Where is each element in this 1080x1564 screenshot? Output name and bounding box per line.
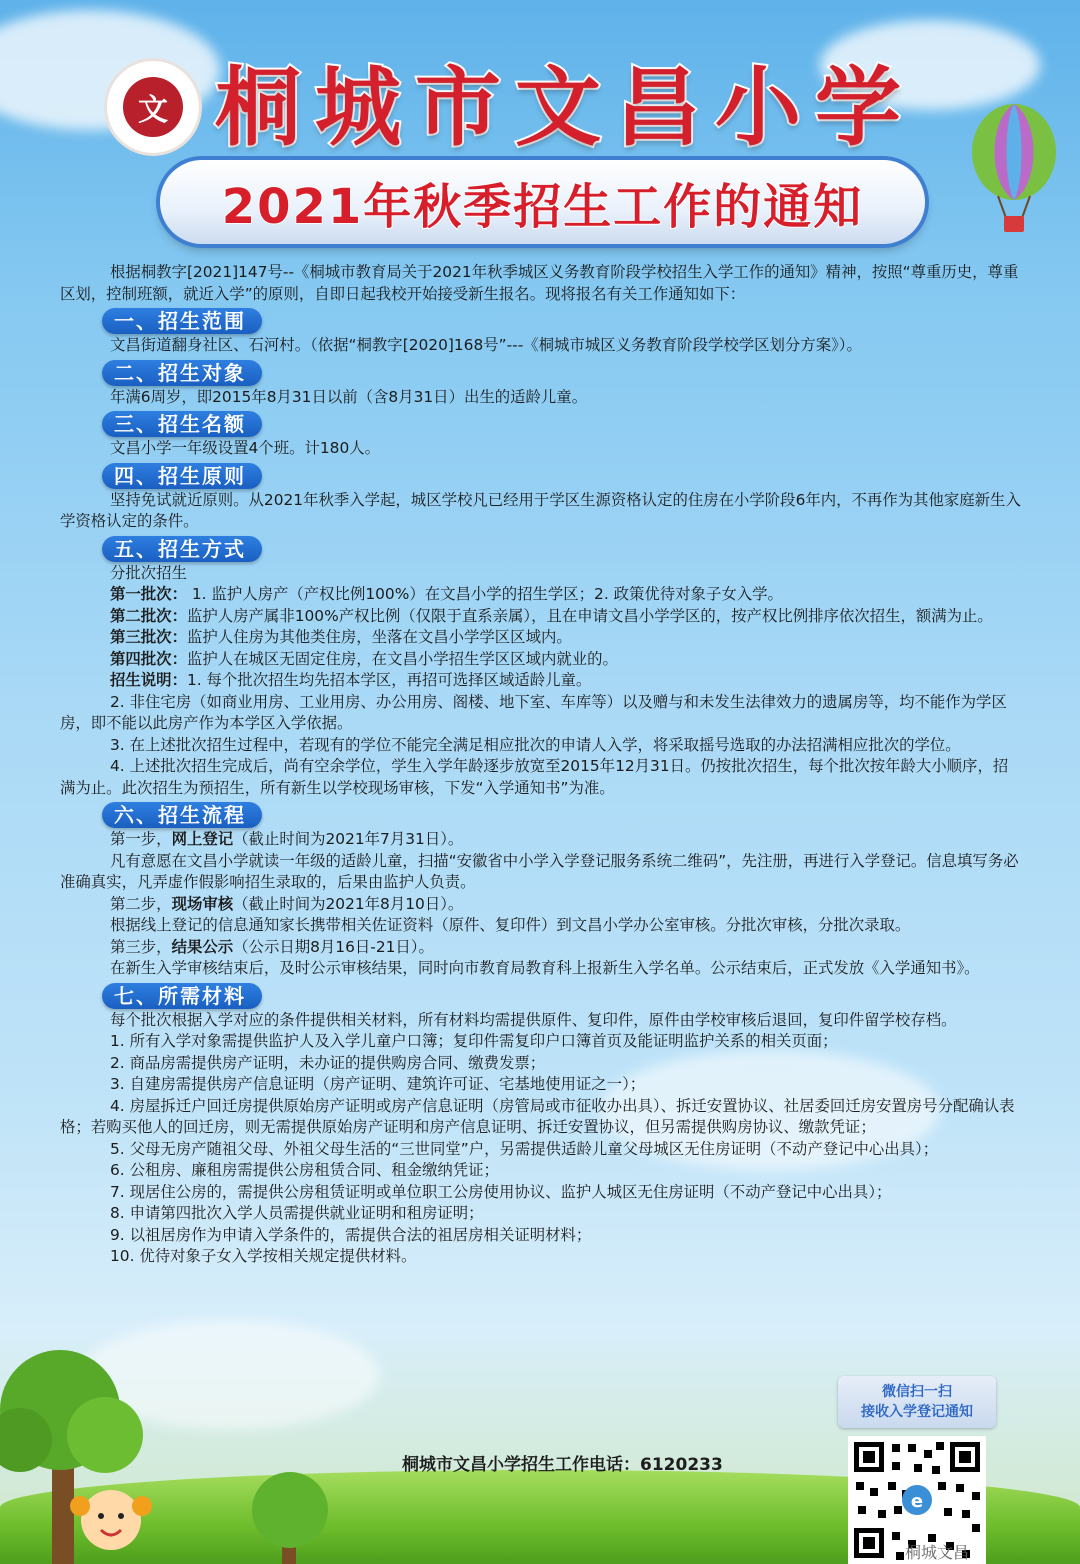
- notice-title-banner: [160, 160, 925, 244]
- step-1-text: 凡有意愿在文昌小学就读一年级的适龄儿童，扫描“安徽省中小学入学登记服务系统二维码”，先注册，再进行入学登记。信息填写务必准确真实，凡弄虚作假影响招生录取的，后果由监护人负责。: [60, 851, 1019, 891]
- note-4: 4. 上述批次招生完成后，尚有空余学位，学生入学年龄逐步放宽至2015年12月31日。仍按批次招生，每个批次按年龄大小顺序，招满为止。此次招生为预招生，所有新生以学校现场审核，下发“入学通知书”为准。: [60, 757, 1009, 797]
- step-1-bold: 网上登记: [171, 830, 234, 848]
- step-2-pre: 第二步，: [110, 894, 172, 913]
- note-1: [60, 670, 1022, 692]
- material-item: 3. 自建房需提供房产信息证明（房产证明、建筑许可证、宅基地使用证之一）；: [110, 1075, 646, 1093]
- principle-text: 坚持免试就近原则。从2021年秋季入学起，城区学校凡已经用于学区生源资格认定的住房在小学阶段6年内，不再作为其他家庭新生入学资格认定的条件。: [60, 490, 1021, 530]
- school-name-title: 桐城市文昌小学: [215, 57, 915, 158]
- section-heading-process: 六、招生流程: [102, 802, 262, 828]
- section-heading-quota: 三、招生名额: [102, 411, 262, 437]
- batch-1-text: 1. 监护人房产（产权比例100%）在文昌小学的招生学区；2. 政策优待对象子女入学。: [186, 585, 783, 603]
- material-item: 2. 商品房需提供房产证明，未办证的提供购房合同、缴费发票；: [110, 1053, 546, 1072]
- notice-body: [60, 262, 1022, 1268]
- note-1-text: 1. 每个批次招生均先招本学区，再招可选择区域适龄儿童。: [186, 671, 592, 689]
- material-item: 7. 现居住公房的，需提供公房租赁证明或单位职工公房使用协议、监护人城区无住房证明（不动产登记中心出具）；: [110, 1182, 892, 1201]
- batch-2-label: 第二批次：: [110, 606, 187, 625]
- batch-4-label: 第四批次：: [110, 649, 187, 668]
- material-item: 10. 优待对象子女入学按相关规定提供材料。: [110, 1247, 417, 1265]
- school-logo: [104, 58, 202, 156]
- svg-text:e: e: [910, 1491, 924, 1512]
- batch-3-label: 第三批次：: [110, 628, 187, 646]
- step-1-heading: [60, 829, 1022, 851]
- quota-text: 文昌小学一年级设置4个班。计180人。: [110, 439, 381, 457]
- material-item: 5. 父母无房产随祖父母、外祖父母生活的“三世同堂”户，另需提供适龄儿童父母城区无住房证明（不动产登记中心出具）；: [110, 1139, 939, 1158]
- note-label: 招生说明：: [110, 671, 187, 689]
- note-3: 3. 在上述批次招生过程中，若现有的学位不能完全满足相应批次的申请人入学，将采取摇号选取的办法招满相应批次的学位。: [110, 735, 961, 754]
- batch-4: [60, 649, 1022, 671]
- method-lead: 分批次招生: [110, 563, 187, 582]
- batch-1-label: 第一批次：: [110, 585, 187, 603]
- step-3-bold: 结果公示: [171, 937, 234, 956]
- step-3-text: 在新生入学审核结束后，及时公示审核结果，同时向市教育局教育科上报新生入学名单。公示结束后，正式发放《入学通知书》。: [110, 959, 980, 977]
- scope-text: 文昌街道翻身社区、石河村。（依据“桐教字[2020]168号”---《桐城市城区义务教育阶段学校学区划分方案》）。: [110, 336, 862, 354]
- step-2-heading: [60, 894, 1022, 916]
- wechat-scan-hint: [838, 1376, 996, 1428]
- batch-4-text: 监护人在城区无固定住房，在文昌小学招生学区区域内就业的。: [186, 649, 618, 668]
- hot-air-balloon-icon: [968, 100, 1060, 240]
- note-2: 2. 非住宅房（如商业用房、工业用房、办公用房、阁楼、地下室、车库等）以及赠与和未发生法律效力的遗属房等，均不能作为学区房，即不能以此房产作为本学区入学依据。: [60, 692, 1007, 732]
- material-item: 6. 公租房、廉租房需提供公房租赁合同、租金缴纳凭证；: [110, 1161, 499, 1179]
- step-2-bold: 现场审核: [171, 894, 234, 913]
- step-2-post: （截止时间为2021年8月10日）。: [233, 894, 464, 913]
- material-item: 1. 所有入学对象需提供监护人及入学儿童户口簿；复印件需复印户口簿首页及能证明监护关系的相关页面；: [110, 1032, 838, 1050]
- notice-title: 2021年秋季招生工作的通知: [221, 178, 864, 235]
- scan-hint-line-2: 接收入学登记通知: [861, 1404, 973, 1420]
- section-heading-method: 五、招生方式: [102, 536, 262, 562]
- material-item: 8. 申请第四批次入学人员需提供就业证明和租房证明；: [110, 1204, 484, 1222]
- admission-phone: 桐城市文昌小学招生工作电话：6120233: [402, 1455, 723, 1475]
- section-heading-scope: 一、招生范围: [102, 308, 262, 334]
- intro-paragraph: 根据桐教字[2021]147号--《桐城市教育局关于2021年秋季城区义务教育阶段学校招生入学工作的通知》精神，按照“尊重历史，尊重区划，控制班额，就近入学”的原则，自即日起我校开始接受新生报名。现将报名有关工作通知如下：: [60, 263, 1019, 303]
- batch-3: [60, 627, 1022, 649]
- material-item: 9. 以祖居房作为申请入学条件的，需提供合法的祖居房相关证明材料；: [110, 1225, 592, 1244]
- batch-1: [60, 584, 1022, 606]
- scan-hint-line-1: 微信扫一扫: [882, 1384, 952, 1400]
- materials-lead: 每个批次根据入学对应的条件提供相关材料，所有材料均需提供原件、复印件，原件由学校审核后退回，复印件留学校存档。: [110, 1010, 957, 1029]
- watermark-text: 桐城文昌: [905, 1543, 970, 1562]
- batch-3-text: 监护人住房为其他类住房，坐落在文昌小学学区区域内。: [186, 628, 572, 646]
- target-text: 年满6周岁，即2015年8月31日以前（含8月31日）出生的适龄儿童。: [110, 387, 588, 406]
- logo-char: 文: [138, 93, 168, 128]
- batch-2: [60, 606, 1022, 628]
- material-item: 4. 房屋拆迁户回迁房提供原始房产证明或房产信息证明（房管局或市征收办出具）、拆迁安置协议、社居委回迁房安置房号分配确认表格；若购买他人的回迁房，则无需提供原始房产证明和房产信息证明、拆迁安置协议，但另需提供购房协议、缴款凭证；: [60, 1096, 1015, 1136]
- step-3-post: （公示日期8月16日-21日）。: [233, 937, 434, 956]
- section-heading-principle: 四、招生原则: [102, 463, 262, 489]
- tree-icon: [230, 1470, 350, 1564]
- step-3-pre: 第三步，: [110, 937, 172, 956]
- section-heading-materials: 七、所需材料: [102, 983, 262, 1009]
- batch-2-text: 监护人房产属非100%产权比例（仅限于直系亲属），且在申请文昌小学学区的，按产权比例排序依次招生，额满为止。: [186, 606, 993, 625]
- section-heading-target: 二、招生对象: [102, 360, 262, 386]
- step-3-heading: [60, 937, 1022, 959]
- step-2-text: 根据线上登记的信息通知家长携带相关佐证资料（原件、复印件）到文昌小学办公室审核。分批次审核，分批次录取。: [110, 916, 911, 934]
- kid-cartoon-icon: [66, 1480, 156, 1564]
- logo-emblem: [123, 77, 183, 137]
- step-1-pre: 第一步，: [110, 830, 172, 848]
- step-1-post: （截止时间为2021年7月31日）。: [233, 830, 464, 848]
